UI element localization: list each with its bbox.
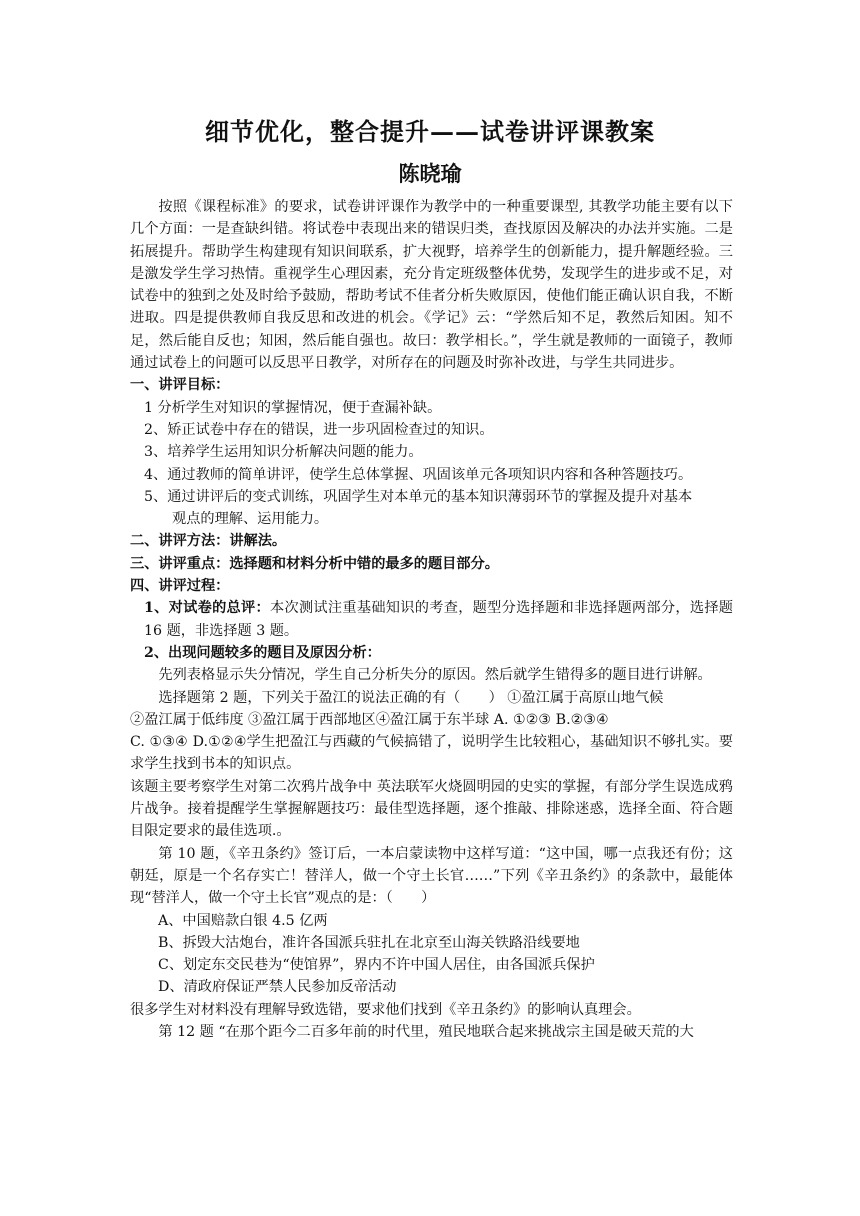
- problem-analysis-text: 先列表格显示失分情况，学生自己分析失分的原因。然后就学生错得多的题目进行讲解。: [158, 667, 712, 684]
- overall-review-paragraph: [130, 597, 733, 642]
- problem-analysis-heading: 2、出现问题较多的题目及原因分析：: [144, 644, 381, 661]
- objective-item-2: 2、矫正试卷中存在的错误，进一步巩固检查过的知识。: [144, 421, 494, 438]
- objective-item-5-continued: 观点的理解、运用能力。: [172, 511, 329, 528]
- overall-review-label: 1、对试卷的总评：: [144, 600, 270, 617]
- question10-note: 很多学生对材料没有理解导致选错，要求他们找到《辛丑条约》的影响认真理会。: [130, 1001, 641, 1018]
- question2-line1: 选择题第 2 题，下列关于盈江的说法正确的有（ ） ①盈江属于高原山地气候: [158, 689, 664, 706]
- question12-stem: 第 12 题 “在那个距今二百多年前的时代里，殖民地联合起来挑战宗主国是破天荒的大: [158, 1023, 694, 1040]
- question10-option-a: A、中国赔款白银 4.5 亿两: [158, 912, 328, 929]
- objective-item-4: 4、通过教师的简单讲评，使学生总体掌握、巩固该单元各项知识内容和各种答题技巧。: [144, 466, 693, 483]
- question10-option-b: B、拆毁大沽炮台，准许各国派兵驻扎在北京至山海关铁路沿线要地: [158, 934, 580, 951]
- section3-heading: 三、讲评重点：选择题和材料分析中错的最多的题目部分。: [130, 555, 499, 572]
- question10-option-d: D、清政府保证严禁人民参加反帝活动: [158, 979, 397, 996]
- opium-war-paragraph: 该题主要考察学生对第二次鸦片战争中 英法联军火烧圆明园的史实的掌握，有部分学生误选成鸦片战争。接着提醒学生掌握解题技巧：最佳型选择题，逐个推敲、排除迷惑，选择全面、符合题目限定要求的最佳选项.。: [130, 778, 733, 840]
- question2-line2: ②盈江属于低纬度 ③盈江属于西部地区④盈江属于东半球 A. ①②③ B.②③④: [130, 711, 609, 728]
- overall-review-text: 本次测试注重基础知识的考查，题型分选择题和非选择题两部分，选择题 16 题，非选择题 3 题。: [144, 600, 733, 639]
- section1-heading: 一、讲评目标：: [130, 377, 230, 394]
- question10-stem: 第 10 题，《辛丑条约》签订后，一本启蒙读物中这样写道：“这中国，哪一点我还有份；这朝廷，原是一个名存实亡！替洋人，做一个守土长官……”下列《辛丑条约》的条款中，最能体现“替洋人，做一个守土长官”观点的是：（ ）: [130, 845, 733, 907]
- intro-paragraph: 按照《课程标准》的要求，试卷讲评课作为教学中的一种重要课型, 其教学功能主要有以下几个方面：一是查缺纠错。将试卷中表现出来的错误归类，查找原因及解决的办法并实施。二是拓展提升。帮助学生构建现有知识间联系，扩大视野，培养学生的创新能力，提升解题经验。三是激发学生学习热情。重视学生心理因素，充分肯定班级整体优势，发现学生的进步或不足，对试卷中的独到之处及时给予鼓励，帮助考试不佳者分析失败原因，使他们能正确认识自我，不断进取。四是提供教师自我反思和改进的机会。《学记》云：“学然后知不足，教然后知困。知不足，然后能自反也；知困，然后能自强也。故曰：教学相长。”，学生就是教师的一面镜子，教师通过试卷上的问题可以反思平日教学，对所存在的问题及时弥补改进，与学生共同进步。: [130, 199, 733, 372]
- document-author: 陈晓瑜: [398, 161, 462, 186]
- objective-item-1: 1 分析学生对知识的掌握情况，便于查漏补缺。: [144, 399, 442, 416]
- document-title: 细节优化，整合提升——试卷讲评课教案: [205, 117, 655, 146]
- objective-item-3: 3、培养学生运用知识分析解决问题的能力。: [144, 444, 423, 461]
- document-body: [130, 196, 733, 1043]
- question2-line3: C. ①③④ D.①②④学生把盈江与西藏的气候搞错了，说明学生比较粗心，基础知识不够扎实。要求学生找到书本的知识点。: [130, 734, 733, 773]
- section4-heading: 四、讲评过程：: [130, 578, 230, 595]
- section2-heading: 二、讲评方法：讲解法。: [130, 533, 287, 550]
- question10-option-c: C、划定东交民巷为“使馆界”，界内不许中国人居住，由各国派兵保护: [158, 957, 595, 974]
- objective-item-5: 5、通过讲评后的变式训练，巩固学生对本单元的基本知识薄弱环节的掌握及提升对基本: [144, 488, 693, 505]
